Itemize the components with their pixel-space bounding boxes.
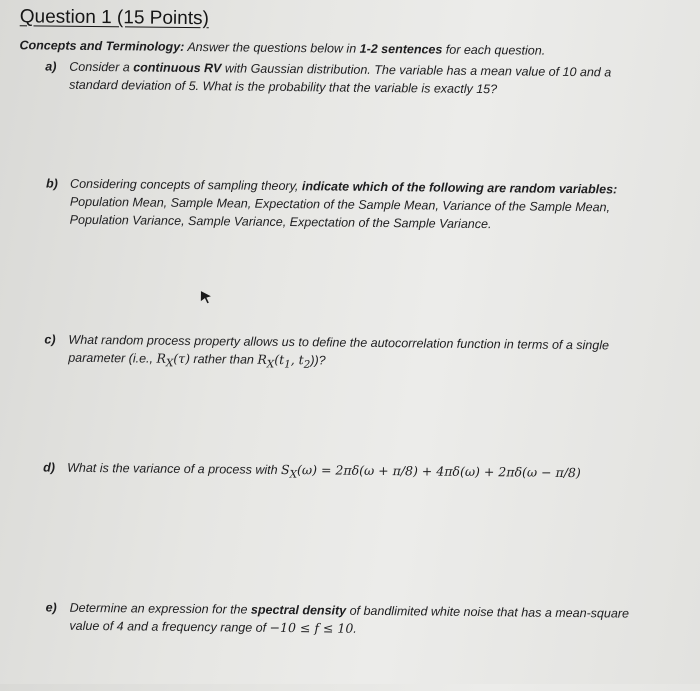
frequency-range: −10 ≤ f ≤ 10 [269,619,354,636]
question-a-text-1: Consider a [69,59,134,75]
question-e-letter: e) [45,600,57,615]
math-sub-x-2: X [266,358,275,371]
question-a-emph: continuous RV [133,60,222,76]
question-c-letter: c) [44,332,56,347]
question-b-text-2: Population Mean, Sample Mean, Expectation of the Sample Mean, Variance of the Sample Mean, Population Variance, Sample Variance, Expectation of the Sample Variance. [69,194,611,232]
math-psd-terms: (ω) = 2πδ(ω + π/8) + 4πδ(ω) + 2πδ(ω − π/8) [297,462,581,481]
instructions-lead: Concepts and Terminology: [19,38,185,54]
instructions [19,38,545,58]
spectral-density-expression [281,462,581,480]
question-e-text-3: . [353,621,357,636]
page-title: Question 1 (15 Points) [19,6,209,30]
math-t1-open: (t [274,351,285,367]
math-r-2: R [257,351,267,367]
question-d-letter: d) [43,460,55,475]
math-sub-2: 2 [303,358,311,371]
question-e-text-2: of bandlimited white noise that has a mean-square value of 4 and a frequency range of [69,603,630,635]
question-b-text-1: Considering concepts of sampling theory, [70,176,302,194]
instructions-emph: 1-2 sentences [359,41,443,57]
question-b-letter: b) [46,176,58,191]
question-e-emph: spectral density [250,602,347,618]
autocorrelation-tau [156,350,191,370]
math-r-1: R [156,350,166,366]
question-a-text-2: with Gaussian distribution. The variable has a mean value of 10 and a standard deviation of 5. What is the probability that the variable is exactly 15? [69,61,612,97]
question-c [44,331,648,378]
math-sub-1: 1 [284,358,291,371]
question-a [45,58,649,100]
question-b [46,175,661,235]
mouse-pointer-icon [200,290,212,304]
instructions-text-before: Answer the questions below in [184,39,360,56]
question-e [45,599,639,641]
math-tau: (τ) [173,350,191,367]
autocorrelation-t1-t2 [257,351,311,371]
question-a-letter: a) [45,59,57,74]
question-c-text-3: ))? [310,353,326,368]
question-e-text-1: Determine an expression for the [69,600,252,617]
instructions-text-after: for each question. [442,42,546,58]
question-c-text-2: rather than [189,352,258,367]
question-c-text-1: What random process property allows us to define the autocorrelation function in terms of a single parameter (i.e., [68,332,610,366]
math-t2: , t [290,352,304,368]
math-sub-x-3: X [289,468,298,481]
math-sub-x-1: X [165,357,174,370]
math-s: S [281,461,290,478]
question-d-text-1: What is the variance of a process with [67,460,282,477]
question-b-emph: indicate which of the following are random variables: [301,179,618,197]
question-d [43,459,667,488]
